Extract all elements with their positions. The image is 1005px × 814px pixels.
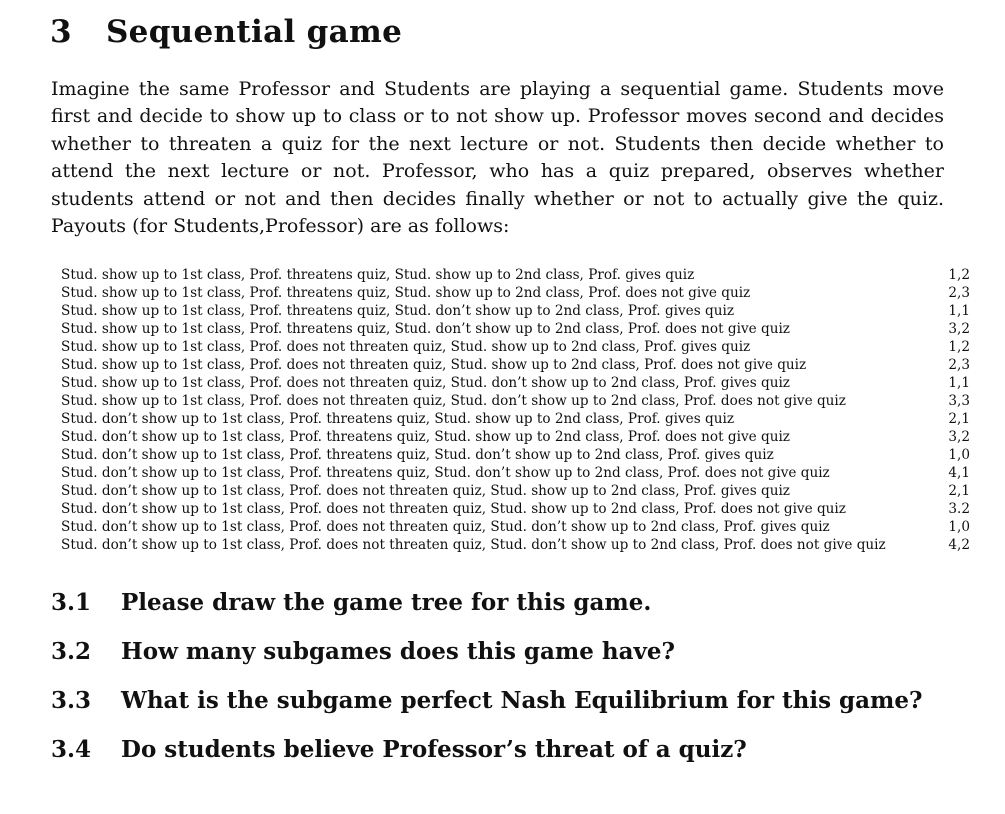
- payoff-value: 3,2: [948, 429, 970, 445]
- payoff-row: [61, 464, 972, 482]
- payoff-row: [61, 320, 972, 338]
- payoff-row: [61, 302, 972, 320]
- payoff-table-body: [61, 266, 972, 554]
- question-3-2: [51, 633, 971, 682]
- payoff-outcome: Stud. show up to 1st class, Prof. does not threaten quiz, Stud. show up to 2nd class, Prof. does not give quiz: [61, 357, 807, 373]
- payoff-outcome: Stud. show up to 1st class, Prof. does not threaten quiz, Stud. don’t show up to 2nd class, Prof. does not give quiz: [61, 393, 846, 409]
- question-3-1: [51, 584, 971, 633]
- payoff-row: [61, 338, 972, 356]
- payoff-outcome: Stud. don’t show up to 1st class, Prof. threatens quiz, Stud. show up to 2nd class, Prof. does not give quiz: [61, 429, 790, 445]
- payoff-outcome: Stud. show up to 1st class, Prof. threatens quiz, Stud. show up to 2nd class, Prof. does not give quiz: [61, 285, 751, 301]
- payoff-value: 3.2: [948, 501, 970, 517]
- section-heading: [50, 14, 402, 50]
- payoff-value: 4,1: [948, 465, 970, 481]
- payoff-row: [61, 536, 972, 554]
- payoff-outcome: Stud. don’t show up to 1st class, Prof. does not threaten quiz, Stud. show up to 2nd class, Prof. does not give quiz: [61, 501, 846, 517]
- payoff-value: 3,2: [948, 321, 970, 337]
- question-number: 3.4: [51, 736, 92, 763]
- payoff-row: [61, 482, 972, 500]
- payoff-value: 1,2: [948, 339, 970, 355]
- question-text: Do students believe Professor’s threat of a quiz?: [121, 736, 747, 763]
- payoff-outcome: Stud. show up to 1st class, Prof. does not threaten quiz, Stud. show up to 2nd class, Prof. gives quiz: [61, 339, 751, 355]
- payoff-value: 2,1: [948, 411, 970, 427]
- question-text: How many subgames does this game have?: [121, 638, 675, 665]
- payoff-row: [61, 356, 972, 374]
- questions-list: [51, 584, 971, 780]
- payoff-row: [61, 446, 972, 464]
- payoff-outcome: Stud. don’t show up to 1st class, Prof. does not threaten quiz, Stud. don’t show up to 2nd class, Prof. gives quiz: [61, 519, 830, 535]
- question-number: 3.1: [51, 589, 92, 616]
- payoff-outcome: Stud. don’t show up to 1st class, Prof. does not threaten quiz, Stud. don’t show up to 2nd class, Prof. does not give quiz: [61, 537, 886, 553]
- payoff-row: [61, 266, 972, 284]
- payoff-table: [61, 266, 972, 554]
- payoff-row: [61, 518, 972, 536]
- payoff-outcome: Stud. don’t show up to 1st class, Prof. threatens quiz, Stud. don’t show up to 2nd class, Prof. does not give quiz: [61, 465, 830, 481]
- question-number: 3.3: [51, 687, 92, 714]
- section-title: Sequential game: [106, 14, 403, 50]
- question-text: What is the subgame perfect Nash Equilibrium for this game?: [121, 687, 923, 714]
- payoff-row: [61, 428, 972, 446]
- payoff-outcome: Stud. don’t show up to 1st class, Prof. does not threaten quiz, Stud. show up to 2nd class, Prof. gives quiz: [61, 483, 790, 499]
- payoff-row: [61, 392, 972, 410]
- payoff-outcome: Stud. don’t show up to 1st class, Prof. threatens quiz, Stud. don’t show up to 2nd class, Prof. gives quiz: [61, 447, 774, 463]
- question-3-3: [51, 682, 971, 731]
- intro-paragraph: Imagine the same Professor and Students are playing a sequential game. Students move first and decide to show up to class or to not show up. Professor moves second and decides whether to threaten a quiz for the next lecture or not. Students then decide whether to attend the next lecture or not. Professor, who has a quiz prepared, observes whether students attend or not and then decides finally whether or not to actually give the quiz. Payouts (for Students,Professor) are as follows:: [51, 78, 944, 238]
- question-number: 3.2: [51, 638, 92, 665]
- payoff-row: [61, 500, 972, 518]
- payoff-value: 4,2: [948, 537, 970, 553]
- payoff-value: 1,1: [948, 375, 970, 391]
- payoff-value: 2,3: [948, 285, 970, 301]
- question-text: Please draw the game tree for this game.: [121, 589, 652, 616]
- section-number: 3: [50, 14, 72, 50]
- payoff-row: [61, 284, 972, 302]
- payoff-outcome: Stud. show up to 1st class, Prof. threatens quiz, Stud. show up to 2nd class, Prof. gives quiz: [61, 267, 695, 283]
- payoff-value: 2,1: [948, 483, 970, 499]
- payoff-value: 1,1: [948, 303, 970, 319]
- payoff-outcome: Stud. show up to 1st class, Prof. threatens quiz, Stud. don’t show up to 2nd class, Prof. gives quiz: [61, 303, 734, 319]
- payoff-value: 1,0: [948, 447, 970, 463]
- payoff-outcome: Stud. show up to 1st class, Prof. threatens quiz, Stud. don’t show up to 2nd class, Prof. does not give quiz: [61, 321, 790, 337]
- payoff-row: [61, 374, 972, 392]
- payoff-value: 1,2: [948, 267, 970, 283]
- payoff-outcome: Stud. don’t show up to 1st class, Prof. threatens quiz, Stud. show up to 2nd class, Prof. gives quiz: [61, 411, 734, 427]
- payoff-outcome: Stud. show up to 1st class, Prof. does not threaten quiz, Stud. don’t show up to 2nd class, Prof. gives quiz: [61, 375, 790, 391]
- payoff-value: 3,3: [948, 393, 970, 409]
- payoff-row: [61, 410, 972, 428]
- question-3-4: [51, 731, 971, 780]
- payoff-value: 2,3: [948, 357, 970, 373]
- payoff-value: 1,0: [948, 519, 970, 535]
